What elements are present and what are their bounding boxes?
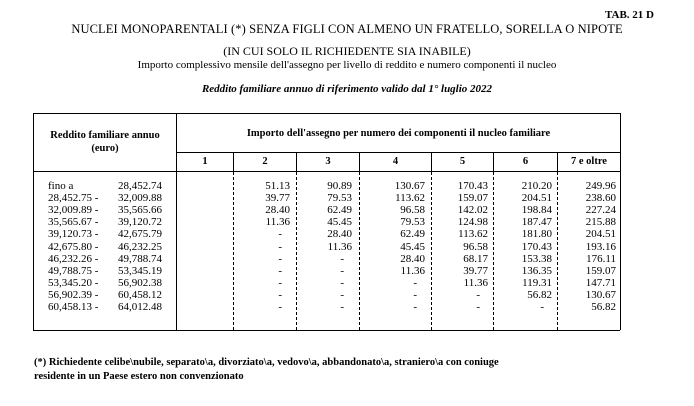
table-bottom-border bbox=[33, 330, 620, 331]
amount-cell: 136.35 bbox=[521, 264, 552, 277]
document-subtitle: Importo complessivo mensile dell'assegno per livello di reddito e numero componenti il nucleo bbox=[137, 59, 557, 71]
amount-cell: 45.45 bbox=[400, 240, 425, 253]
amount-cell: 153.38 bbox=[521, 252, 552, 265]
income-range-to: 46,232.25 bbox=[118, 240, 162, 253]
amount-cell: - bbox=[278, 228, 282, 241]
income-range-to: 39,120.72 bbox=[118, 216, 162, 229]
amount-cell: 90.89 bbox=[327, 180, 352, 192]
amount-cell: 198.84 bbox=[521, 204, 552, 217]
amount-cell: 11.36 bbox=[327, 240, 352, 253]
document-title-line2: (IN CUI SOLO IL RICHIEDENTE SIA INABILE) bbox=[223, 44, 471, 58]
amount-cell: - bbox=[476, 288, 480, 301]
table-row bbox=[0, 265, 694, 278]
amount-cell: 45.45 bbox=[327, 216, 352, 229]
income-range-to: 49,788.74 bbox=[118, 252, 162, 265]
amount-cell: 79.53 bbox=[327, 192, 352, 205]
amount-cell: 11.36 bbox=[400, 264, 425, 277]
document-title: NUCLEI MONOPARENTALI (*) SENZA FIGLI CON ALMENO UN FRATELLO, SORELLA O NIPOTE bbox=[71, 22, 623, 36]
table-row bbox=[0, 204, 694, 217]
amount-cell: - bbox=[278, 288, 282, 301]
amount-cell: 210.20 bbox=[521, 180, 552, 192]
column-header-3: 3 bbox=[325, 156, 331, 167]
amount-cell: - bbox=[340, 276, 344, 289]
amount-cell: 130.67 bbox=[394, 180, 425, 192]
table-row bbox=[0, 277, 694, 290]
amount-cell: - bbox=[476, 301, 480, 313]
amount-cell: 170.43 bbox=[457, 180, 488, 192]
income-range-to: 64,012.48 bbox=[118, 301, 162, 313]
amount-cell: 68.17 bbox=[463, 252, 488, 265]
table-row bbox=[0, 301, 694, 314]
amount-cell: 28.40 bbox=[327, 228, 352, 241]
amount-cell: - bbox=[340, 301, 344, 313]
column-header-4: 4 bbox=[392, 156, 399, 167]
amount-cell: - bbox=[278, 276, 282, 289]
table-row bbox=[0, 253, 694, 266]
income-range-to: 53,345.19 bbox=[118, 264, 162, 277]
amount-cell: 227.24 bbox=[585, 204, 616, 217]
income-range-from: 49,788.75 - bbox=[48, 264, 99, 277]
column-header-7: 7 e oltre bbox=[571, 156, 607, 167]
amount-cell: - bbox=[278, 252, 282, 265]
income-header-unit: (euro) bbox=[91, 143, 119, 154]
footnote-line2: residente in un Paese estero non convenzionato bbox=[34, 371, 244, 382]
amount-cell: - bbox=[340, 264, 344, 277]
amount-cell: - bbox=[540, 301, 544, 313]
amount-cell: - bbox=[413, 288, 417, 301]
amount-cell: 62.49 bbox=[327, 204, 352, 217]
amount-cell: 39.77 bbox=[265, 192, 290, 205]
income-range-from: 35,565.67 - bbox=[48, 216, 99, 229]
footnote bbox=[34, 356, 499, 384]
column-header-2: 2 bbox=[262, 156, 268, 167]
amount-cell: 96.58 bbox=[463, 240, 488, 253]
amount-cell: 215.88 bbox=[585, 216, 616, 229]
income-range-to: 35,565.66 bbox=[118, 204, 162, 217]
income-range-from: 60,458.13 - bbox=[48, 301, 99, 313]
header-divider bbox=[33, 171, 620, 172]
amount-cell: 187.47 bbox=[521, 216, 552, 229]
amount-cell: 96.58 bbox=[400, 204, 425, 217]
table-row bbox=[0, 180, 694, 193]
amount-column-header: Importo dell'assegno per numero dei componenti il nucleo familiare bbox=[246, 128, 551, 139]
table-row bbox=[0, 241, 694, 254]
column-header-5: 5 bbox=[459, 156, 466, 167]
income-column-header bbox=[34, 129, 176, 155]
income-range-to: 28,452.74 bbox=[118, 180, 162, 192]
amount-cell: - bbox=[413, 276, 417, 289]
amount-cell: 28.40 bbox=[400, 252, 425, 265]
amount-cell: 176.11 bbox=[586, 252, 616, 265]
amount-cell: 142.02 bbox=[457, 204, 488, 217]
amount-cell: - bbox=[278, 301, 282, 313]
amount-cell: 204.51 bbox=[521, 192, 552, 205]
amount-cell: 62.49 bbox=[400, 228, 425, 241]
amount-cell: 56.82 bbox=[527, 288, 552, 301]
amount-cell: 119.31 bbox=[522, 276, 552, 289]
amount-cell: 159.07 bbox=[585, 264, 616, 277]
column-header-6: 6 bbox=[522, 156, 529, 167]
income-header-label: Reddito familiare annuo bbox=[50, 130, 160, 141]
reference-period: Reddito familiare annuo di riferimento valido dal 1° luglio 2022 bbox=[201, 83, 493, 95]
income-range-from: 42,675.80 - bbox=[48, 240, 99, 253]
amount-cell: 113.62 bbox=[395, 192, 425, 205]
income-range-from: 39,120.73 - bbox=[48, 228, 99, 241]
income-range-from: 56,902.39 - bbox=[48, 288, 99, 301]
table-row bbox=[0, 216, 694, 229]
amount-cell: 159.07 bbox=[457, 192, 488, 205]
amount-cell: - bbox=[340, 288, 344, 301]
amount-cell: 79.53 bbox=[400, 216, 425, 229]
amount-cell: 113.62 bbox=[458, 228, 488, 241]
amount-cell: 204.51 bbox=[585, 228, 616, 241]
amount-cell: 28.40 bbox=[265, 204, 290, 217]
income-range-from: fino a bbox=[48, 180, 74, 192]
income-range-from: 32,009.89 - bbox=[48, 204, 99, 217]
amount-cell: 11.36 bbox=[265, 216, 290, 229]
income-range-to: 32,009.88 bbox=[118, 192, 162, 205]
amount-cell: 193.16 bbox=[585, 240, 616, 253]
amount-cell: - bbox=[413, 301, 417, 313]
column-header-1: 1 bbox=[202, 156, 208, 167]
income-range-to: 42,675.79 bbox=[118, 228, 162, 241]
income-range-from: 53,345.20 - bbox=[48, 276, 99, 289]
table-top-border bbox=[33, 113, 620, 114]
income-range-from: 46,232.26 - bbox=[48, 252, 99, 265]
amount-cell: - bbox=[278, 240, 282, 253]
amount-cell: - bbox=[340, 252, 344, 265]
amount-cell: 170.43 bbox=[521, 240, 552, 253]
amount-cell: 181.80 bbox=[521, 228, 552, 241]
amount-cell: 11.36 bbox=[463, 276, 488, 289]
amount-cell: 39.77 bbox=[463, 264, 488, 277]
table-code: TAB. 21 D bbox=[605, 9, 654, 21]
amount-cell: - bbox=[278, 264, 282, 277]
amount-cell: 147.71 bbox=[585, 276, 616, 289]
amount-cell: 124.98 bbox=[457, 216, 488, 229]
footnote-line1: (*) Richiedente celibe\nubile, separato\a, divorziato\a, vedovo\a, abbandonato\a, straniero\a con coniuge bbox=[34, 357, 499, 368]
table-row bbox=[0, 192, 694, 205]
table-row bbox=[0, 289, 694, 302]
amount-cell: 51.13 bbox=[265, 180, 290, 192]
amount-cell: 249.96 bbox=[585, 180, 616, 192]
income-range-from: 28,452.75 - bbox=[48, 192, 99, 205]
table-row bbox=[0, 228, 694, 241]
amount-header-divider bbox=[176, 152, 620, 153]
amount-cell: 56.82 bbox=[591, 301, 616, 313]
income-range-to: 60,458.12 bbox=[118, 288, 162, 301]
amount-cell: 238.60 bbox=[585, 192, 616, 205]
income-range-to: 56,902.38 bbox=[118, 276, 162, 289]
amount-cell: 130.67 bbox=[585, 288, 616, 301]
